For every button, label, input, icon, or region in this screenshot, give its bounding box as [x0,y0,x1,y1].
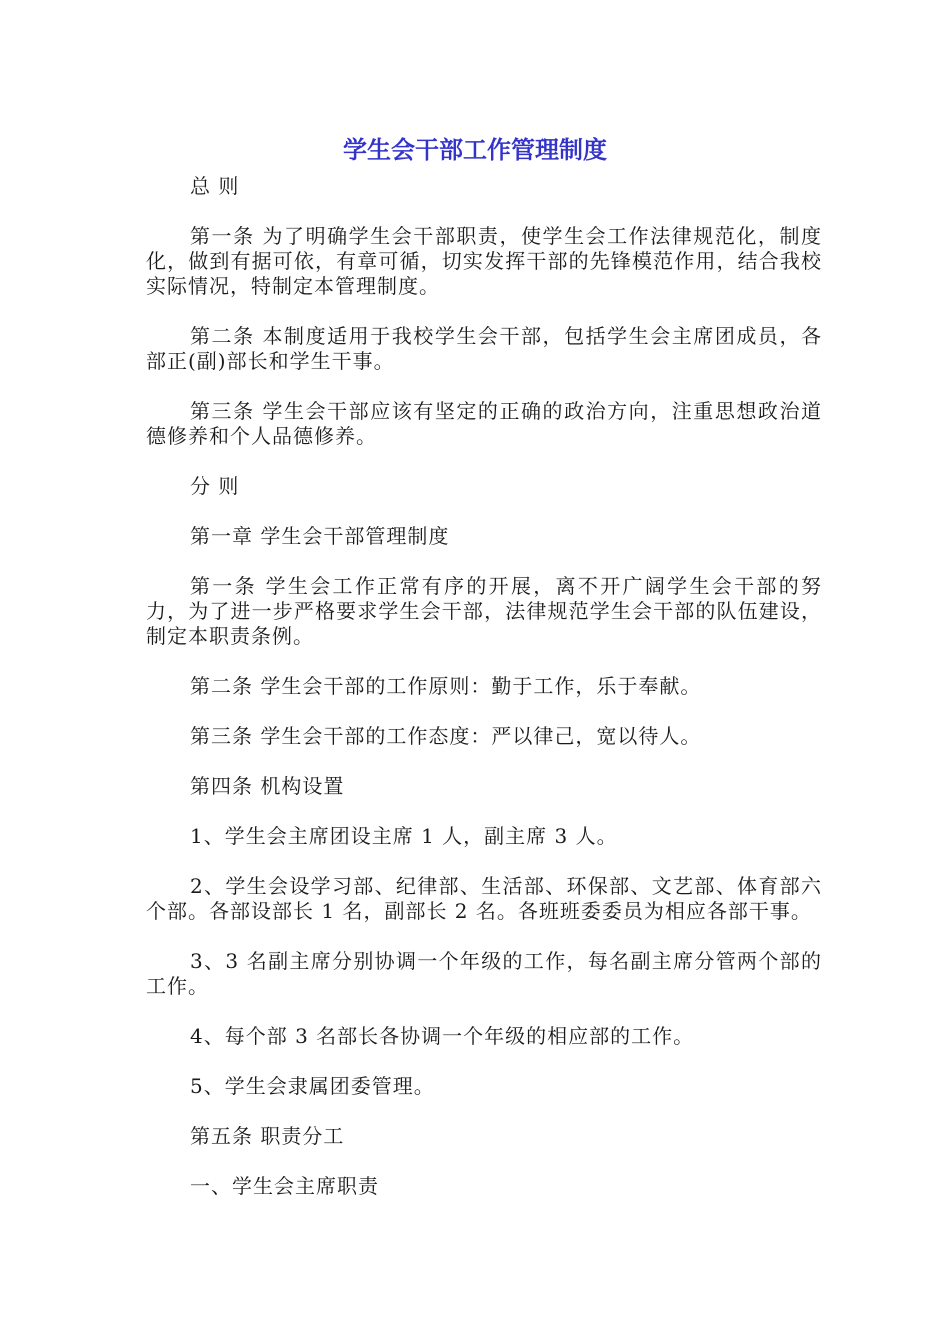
paragraph-article-3: 第三条 学生会干部应该有坚定的正确的政治方向，注重思想政治道德修养和个人品德修养。 [146,399,822,448]
paragraph-ch1-article-4: 第四条 机构设置 [190,774,345,798]
paragraph-ch1-article-3: 第三条 学生会干部的工作态度：严以律己，宽以待人。 [190,724,702,748]
list-item-4: 4、每个部 3 名部长各协调一个年级的相应部的工作。 [190,1024,695,1048]
paragraph-specific-heading: 分 则 [190,474,240,498]
paragraph-general-heading: 总 则 [190,174,240,198]
paragraph-ch1-article-5: 第五条 职责分工 [190,1124,345,1148]
list-item-2: 2、学生会设学习部、纪律部、生活部、环保部、文艺部、体育部六个部。各部设部长 1 名，副部长 2 名。各班班委委员为相应各部干事。 [146,874,822,923]
list-item-1: 1、学生会主席团设主席 1 人，副主席 3 人。 [190,824,618,848]
paragraph-article-2: 第二条 本制度适用于我校学生会干部，包括学生会主席团成员，各部正(副)部长和学生干事。 [146,324,822,373]
document-body [146,174,822,1224]
paragraph-ch1-article-2: 第二条 学生会干部的工作原则：勤于工作，乐于奉献。 [190,674,702,698]
list-item-3: 3、3 名副主席分别协调一个年级的工作，每名副主席分管两个部的工作。 [146,949,822,998]
document-title: 学生会干部工作管理制度 [343,136,607,164]
paragraph-article-1: 第一条 为了明确学生会干部职责，使学生会工作法律规范化，制度化，做到有据可依，有章可循，切实发挥干部的先锋模范作用，结合我校实际情况，特制定本管理制度。 [146,224,822,298]
paragraph-ch1-article-1: 第一条 学生会工作正常有序的开展，离不开广阔学生会干部的努力，为了进一步严格要求学生会干部，法律规范学生会干部的队伍建设，制定本职责条例。 [146,574,822,648]
paragraph-chair-duties: 一、学生会主席职责 [190,1174,379,1198]
paragraph-chapter-1: 第一章 学生会干部管理制度 [190,524,450,548]
list-item-5: 5、学生会隶属团委管理。 [190,1074,435,1098]
